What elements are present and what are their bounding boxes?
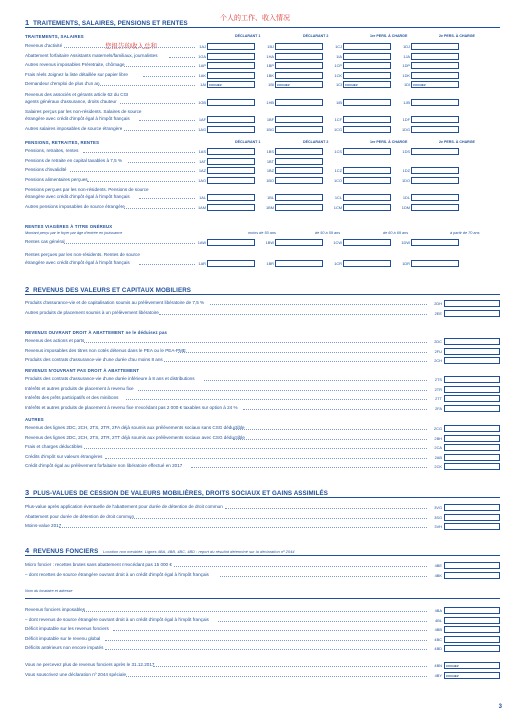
s2a-row-0-leader: [210, 304, 427, 305]
s1-rentes-leader: [64, 243, 195, 244]
s1a-row-1-input-1ja[interactable]: [411, 53, 459, 60]
s1a-row-4-check-1bi: COCHEZ: [277, 83, 290, 87]
s4b-row-3-input-4bc[interactable]: [444, 636, 500, 643]
s1-rentes-nonres-leader: [139, 264, 195, 265]
s1-rentes-label: Rentes cas général: [25, 239, 65, 244]
sub-rentes: RENTES VIAGÈRES À TITRE ONÉREUX: [25, 224, 113, 229]
nonres-line-1: Salaires perçus par les non-résidents. Salaires de source: [25, 109, 142, 114]
col-header-pers-2b: 2e PERS. À CHARGE: [439, 140, 475, 144]
s1a-row-4-check-1ci: COCHEZ: [345, 83, 358, 87]
s4a-row-1-code-4bk: 4BK: [434, 572, 442, 578]
s1b-row-2-leader: [70, 171, 195, 172]
s2d-row-0-code-2cg: 2CG: [434, 426, 442, 431]
s1a-row-2-code-1dp: 1DP: [402, 63, 410, 68]
s1b-row-2-input-1dz[interactable]: [411, 167, 459, 174]
annotation-revenus: 您报告的收入总和: [105, 43, 157, 50]
s2c-row-0-input-2ts[interactable]: [444, 376, 500, 383]
s1-pens-nonres-code-1dl: 1DL: [402, 195, 410, 200]
s1a-row-2-leader: [124, 66, 195, 67]
section-2-title: REVENUS DES VALEURS ET CAPITAUX MOBILIERS: [33, 287, 191, 294]
s1-autres-code-1cg: 1CG: [334, 127, 342, 132]
s1-pens-autres-input-1cm[interactable]: [343, 204, 391, 211]
s1b-row-3-input-1bo[interactable]: [275, 177, 323, 184]
s2b-row-1-input-2fu[interactable]: [444, 348, 500, 355]
s4b-row-0-leader: [82, 611, 427, 612]
s1b-row-1-input-1bt[interactable]: [275, 158, 323, 165]
s1a-row-3-input-1ak[interactable]: [207, 72, 255, 79]
s1a-row-2-input-1ap[interactable]: [207, 62, 255, 69]
s1-pens-autres-input-1dm[interactable]: [411, 204, 459, 211]
section-4-note: Location non meublée. Lignes 4BA, 4BB, 4BC, 4BD : report du résultat déterminé sur la déclaration nº 2044: [103, 550, 295, 554]
s1b-row-1-input-1at[interactable]: [207, 158, 255, 165]
annotation-top: 个人的工作、收入情况: [220, 15, 290, 22]
s1a-row-3-leader: [143, 76, 195, 77]
s1-rentes-code-1bw: 1BW: [265, 240, 274, 245]
s2a-row-1-code-2ee: 2EE: [434, 310, 442, 316]
assoc-title: Revenus des associés et gérants article 62 du CGI: [25, 92, 129, 97]
s3-row-1-leader: [130, 518, 427, 519]
col-header-declarant-2b: DÉCLARANT 2: [303, 140, 329, 144]
s1a-row-2-label: Autres revenus imposables Préretraite, chômage: [25, 62, 125, 67]
s4b-row-2-input-4bb[interactable]: [444, 626, 500, 633]
s1-nonres-input-1bf[interactable]: [275, 116, 323, 123]
s4b-row-1-input-4bl[interactable]: [444, 617, 500, 624]
s2d-row-4-label: Crédit d'impôt égal au prélèvement forfaitaire non libératoire effectué en 2017: [25, 463, 183, 468]
s2c-row-3-input-2fa[interactable]: [444, 405, 500, 412]
s2a-row-0-input-2dh[interactable]: [444, 300, 500, 307]
s1b-row-2-input-1cz[interactable]: [343, 167, 391, 174]
s1a-row-2-code-1ap: 1AP: [198, 63, 206, 68]
s1-pens-nonres-input-1dl[interactable]: [411, 194, 459, 201]
s1a-row-3-input-1ck[interactable]: [343, 72, 391, 79]
s1a-row-0-input-1bj[interactable]: [275, 43, 323, 50]
sub-2c: REVENUS N'OUVRANT PAS DROIT À ABATTEMENT: [25, 368, 140, 373]
s1a-row-4-check-1ai: COCHEZ: [209, 83, 222, 87]
col-header-declarant-1b: DÉCLARANT 1: [235, 140, 261, 144]
s1b-row-0-input-1ds[interactable]: [411, 148, 459, 155]
s1-nonres-input-1df[interactable]: [411, 116, 459, 123]
s3-row-1-input-3sg[interactable]: [444, 514, 500, 521]
s1-pens-autres-leader: [124, 208, 195, 209]
s4b-row-2-label: Déficit imputable sur les revenus fonciers: [25, 626, 109, 631]
s1-autres-input-1dg[interactable]: [411, 126, 459, 133]
s1-autres-code-1bg: 1BG: [266, 127, 274, 132]
rentes-nonres-line-1: Rentes perçues par les non-résidents. Rentes de source: [25, 252, 140, 257]
s1a-row-4-code-1ci: 1CI: [335, 82, 342, 87]
s1-pens-autres-code-1bm: 1BM: [266, 205, 274, 210]
s2b-row-0-label: Revenus des actions et parts: [25, 338, 85, 343]
s1b-row-3-code-1ao: 1AO: [198, 177, 206, 183]
s1b-row-0-leader: [83, 152, 195, 153]
s1a-row-0-label: Revenus d'activité: [25, 43, 63, 48]
s1b-row-0-code-1cs: 1CS: [334, 149, 342, 154]
s1b-row-3-input-1co[interactable]: [343, 177, 391, 184]
age-col-4: à partir de 70 ans: [450, 231, 480, 235]
s4a-row-0-leader: [174, 566, 427, 567]
s1a-row-0-input-1dj[interactable]: [411, 43, 459, 50]
s1a-row-1-input-1ga[interactable]: [207, 53, 255, 60]
s1b-row-2-code-1cz: 1CZ: [334, 168, 342, 173]
s1a-row-2-code-1cp: 1CP: [334, 63, 342, 68]
s2d-row-1-input-2bh[interactable]: [444, 435, 500, 442]
s4c-row-0-code-4bn: 4BN: [434, 663, 442, 668]
s2b-row-1-leader: [178, 352, 427, 353]
s3-row-0-input-3vg[interactable]: [444, 504, 500, 511]
s1b-row-0-code-1bs: 1BS: [266, 149, 274, 154]
s3-row-0-label: Plus-value après application éventuelle de l'abattement pour durée de détention de droit commun: [25, 504, 223, 509]
s1a-row-0-code-1cj: 1CJ: [335, 44, 342, 49]
s2a-row-1-leader: [159, 314, 427, 315]
s1b-row-3-label: Pensions alimentaires perçues: [25, 176, 88, 182]
s1a-row-2-input-1dp[interactable]: [411, 62, 459, 69]
s1-autres-input-1bg[interactable]: [275, 126, 323, 133]
s4a-row-1-leader: [220, 576, 427, 577]
s1b-row-0-input-1as[interactable]: [207, 148, 255, 155]
section-3-header: 3 PLUS-VALUES DE CESSION DE VALEURS MOBILIÈRES, DROITS SOCIAUX ET GAINS ASSIMILÉS: [25, 488, 500, 498]
s4b-row-4-input-4bd[interactable]: [444, 645, 500, 652]
s1a-row-4-label: Demandeur d'emploi de plus d'un an: [25, 81, 100, 86]
tax-form-page: [25, 12, 500, 707]
s1a-row-0-input-1cj[interactable]: [343, 43, 391, 50]
s4c-row-1-label: Vous souscrivez une déclaration nº 2044 spéciale: [25, 671, 127, 677]
s1a-row-4-check-1di: COCHEZ: [413, 83, 426, 87]
s1a-row-3-code-1bk: 1BK: [266, 72, 274, 78]
s1a-row-0-code-1aj: 1AJ: [199, 44, 206, 49]
s1-rentes-nonres-input-1cr[interactable]: [343, 260, 391, 267]
s1b-row-0-code-1ds: 1DS: [402, 149, 410, 154]
section-1-header: 1 TRAITEMENTS, SALAIRES, PENSIONS ET RENTES: [25, 18, 500, 28]
s2b-row-0-leader: [84, 342, 427, 343]
s1-pens-autres-code-1cm: 1CM: [333, 205, 342, 210]
s1-assoc-input-1ib[interactable]: [343, 99, 391, 106]
s1-assoc-code-1gb: 1GB: [198, 100, 206, 105]
s4b-row-1-code-4bl: 4BL: [435, 617, 442, 623]
s2b-row-2-leader: [164, 361, 427, 362]
s1a-row-1-code-1ha: 1HA: [266, 53, 274, 59]
s1a-row-2-input-1cp[interactable]: [343, 62, 391, 69]
section-4-title: REVENUS FONCIERS: [33, 548, 99, 555]
s1a-row-3-input-1dk[interactable]: [411, 72, 459, 79]
page-number: 3: [498, 704, 502, 710]
sub-traitements: TRAITEMENTS, SALAIRES: [25, 34, 84, 39]
s4b-row-0-code-4ba: 4BA: [434, 608, 442, 613]
s1-rentes-input-1dw[interactable]: [411, 239, 459, 246]
s4b-row-4-code-4bd: 4BD: [434, 646, 442, 651]
s2a-row-0-code-2dh: 2DH: [434, 301, 442, 306]
s1b-row-2-label: Pensions d'invalidité: [25, 167, 67, 172]
s2d-row-2-leader: [84, 448, 427, 449]
s1-nonres-label: étrangère avec crédit d'impôt égal à l'impôt français: [25, 116, 130, 121]
s1-assoc-input-1jb[interactable]: [411, 99, 459, 106]
s2d-row-3-leader: [105, 458, 427, 459]
s4b-row-3-label: Déficit imputable sur le revenu global: [25, 635, 101, 641]
s4a-row-1-input-4bk[interactable]: [444, 572, 500, 579]
s1-pens-nonres-code-1bl: 1BL: [267, 195, 274, 200]
s2c-row-1-code-2tr: 2TR: [434, 386, 442, 392]
s1-assoc-code-1ib: 1IB: [336, 100, 342, 105]
s1-pens-autres-code-1dm: 1DM: [401, 205, 410, 210]
s1b-row-3-code-1bo: 1BO: [266, 177, 274, 183]
s2d-row-2-input-2ca[interactable]: [444, 444, 500, 451]
s2d-row-1-leader: [233, 439, 427, 440]
gestion-line: [25, 598, 500, 599]
s2d-row-0-leader: [233, 429, 427, 430]
s3-row-2-label: Moins-value 2017: [25, 523, 62, 528]
s2d-row-3-code-2ab: 2AB: [434, 454, 442, 460]
s1-rentes-input-1bw[interactable]: [275, 239, 323, 246]
s1b-row-3-input-1ao[interactable]: [207, 177, 255, 184]
s4b-row-0-input-4ba[interactable]: [444, 607, 500, 614]
s1-pens-nonres-code-1cl: 1CL: [334, 195, 342, 200]
s2c-row-3-code-2fa: 2FA: [435, 405, 442, 411]
s1a-row-3-code-1ck: 1CK: [334, 72, 342, 78]
s4b-row-4-label: Déficits antérieurs non encore imputés: [25, 645, 104, 650]
s1a-row-1-input-1ha[interactable]: [275, 53, 323, 60]
s4b-row-3-leader: [105, 640, 427, 641]
s1a-row-0-code-1dj: 1DJ: [403, 44, 410, 49]
age-col-1: moins de 50 ans: [248, 231, 276, 235]
s2c-row-3-leader: [243, 409, 427, 410]
s2a-row-1-input-2ee[interactable]: [444, 310, 500, 317]
s4b-row-1-label: – dont revenus de source étrangère ouvrant droit à un crédit d'impôt égal à l'impôt français: [25, 616, 209, 622]
s1-autres-input-1ag[interactable]: [207, 126, 255, 133]
s3-row-2-leader: [59, 527, 427, 528]
s4c-row-1-leader: [126, 676, 427, 677]
s2a-row-1-label: Autres produits de placement soumis à un prélèvement libératoire: [25, 309, 159, 315]
s2c-row-0-code-2ts: 2TS: [434, 377, 442, 382]
s1-pens-nonres-input-1al[interactable]: [207, 194, 255, 201]
s1b-row-0-input-1cs[interactable]: [343, 148, 391, 155]
s2c-row-2-input-2tt[interactable]: [444, 395, 500, 402]
s1-pens-autres-input-1am[interactable]: [207, 204, 255, 211]
s1-pens-autres-label: Autres pensions imposables de source étrangère: [25, 204, 125, 209]
s3-row-2-code-3vh: 3VH: [434, 524, 442, 529]
s1a-row-4-code-1bi: 1BI: [268, 82, 274, 87]
s2b-row-2-input-2ch[interactable]: [444, 357, 500, 364]
s2c-row-2-leader: [126, 399, 427, 400]
s2c-row-1-input-2tr[interactable]: [444, 386, 500, 393]
s1a-row-4-leader: [98, 85, 195, 86]
s1-autres-label: Autres salaires imposables de source étrangère: [25, 126, 123, 131]
s1-nonres-leader: [139, 120, 195, 121]
s1-assoc-code-1hb: 1HB: [266, 100, 274, 105]
s1-rentes-code-1aw: 1AW: [197, 240, 206, 245]
s1a-row-1-input-1ia[interactable]: [343, 53, 391, 60]
s1a-row-3-label: Frais réels Joignez la liste détaillée sur papier libre: [25, 71, 128, 77]
s1b-row-0-input-1bs[interactable]: [275, 148, 323, 155]
s4c-row-0-leader: [153, 666, 427, 667]
s2d-row-4-code-2ck: 2CK: [434, 464, 442, 469]
s2d-row-4-input-2ck[interactable]: [444, 463, 500, 470]
s2d-row-4-leader: [191, 467, 427, 468]
s1a-row-0-leader: [64, 47, 195, 48]
s2c-row-0-label: Produits des contrats d'assurance-vie d'une durée inférieure à 8 ans et distributions: [25, 376, 195, 381]
s2d-row-1-code-2bh: 2BH: [434, 435, 442, 441]
s1b-row-2-input-1az[interactable]: [207, 167, 255, 174]
age-col-2: de 50 à 59 ans: [315, 231, 341, 235]
s1-nonres-input-1af[interactable]: [207, 116, 255, 123]
s2a-row-0-label: Produits d'assurance-vie et de capitalisation soumis au prélèvement libératoire de 7,5 %: [25, 300, 205, 305]
s1b-row-3-input-1do[interactable]: [411, 177, 459, 184]
col-header-pers-1: 1re PERS. À CHARGE: [370, 34, 408, 38]
s2d-row-2-label: Frais et charges déductibles: [25, 444, 83, 449]
s1-pens-nonres-input-1bl[interactable]: [275, 194, 323, 201]
s4a-row-0-label: Micro foncier : recettes brutes sans abattement n'excédant pas 15 000 €: [25, 562, 172, 567]
s2b-row-1-code-2fu: 2FU: [434, 348, 442, 354]
s4a-row-0-code-4be: 4BE: [434, 563, 442, 568]
s3-row-1-code-3sg: 3SG: [434, 514, 442, 520]
s1-rentes-input-1cw[interactable]: [343, 239, 391, 246]
s1a-row-3-code-1dk: 1DK: [402, 72, 410, 78]
s4c-row-1-code-4by: 4BY: [434, 672, 442, 678]
s1a-row-4-code-1di: 1DI: [403, 82, 410, 87]
s1-pens-nonres-code-1al: 1AL: [199, 195, 206, 200]
s1-rentes-code-1dw: 1DW: [401, 240, 410, 245]
s4b-row-4-leader: [105, 649, 427, 650]
s1-rentes-nonres-code-1cr: 1CR: [334, 261, 342, 266]
section-3-title: PLUS-VALUES DE CESSION DE VALEURS MOBILIÈRES, DROITS SOCIAUX ET GAINS ASSIMILÉS: [33, 490, 328, 497]
col-header-pers-1b: 1re PERS. À CHARGE: [370, 140, 408, 144]
s1b-row-2-code-1bz: 1BZ: [266, 168, 274, 173]
s4c-row-0-label: Vous ne percevez plus de revenus fonciers après le 31.12.2017: [25, 662, 155, 667]
s1a-row-3-code-1ak: 1AK: [198, 72, 206, 78]
s1a-row-0-code-1bj: 1BJ: [267, 44, 274, 49]
s1-pens-nonres-input-1cl[interactable]: [343, 194, 391, 201]
section-4-header: 4 REVENUS FONCIERS Location non meublée. Lignes 4BA, 4BB, 4BC, 4BD : report du résultat déterminé sur la déclaration nº 2044: [25, 546, 500, 556]
s1b-row-1-leader: [128, 162, 195, 163]
s2c-row-2-label: Intérêts des prêts participatifs et des minibons: [25, 395, 119, 400]
age-col-3: de 60 à 69 ans: [383, 231, 409, 235]
s1a-row-3-input-1bk[interactable]: [275, 72, 323, 79]
s1-autres-input-1cg[interactable]: [343, 126, 391, 133]
s1-pens-autres-code-1am: 1AM: [198, 205, 206, 210]
s2c-row-1-leader: [138, 390, 427, 391]
s1b-row-1-label: Pensions de retraite en capital taxables à 7,5 %: [25, 157, 123, 163]
s1b-row-2-code-1dz: 1DZ: [402, 168, 410, 173]
s1-rentes-input-1aw[interactable]: [207, 239, 255, 246]
s1-rentes-nonres-code-1ar: 1AR: [198, 261, 206, 266]
s2b-row-2-code-2ch: 2CH: [434, 358, 442, 363]
s1a-row-2-input-1bp[interactable]: [275, 62, 323, 69]
s2d-row-1-label: Revenus des lignes 2DC, 2CH, 2TS, 2TR, 2TT déjà soumis aux prélèvements sociaux avec CSG déductible: [25, 434, 245, 440]
s1-rentes-nonres-input-1dr[interactable]: [411, 260, 459, 267]
s1b-row-0-label: Pensions, retraites, rentes: [25, 148, 79, 153]
s1b-row-3-code-1co: 1CO: [334, 177, 342, 183]
section-2-header: 2 REVENUS DES VALEURS ET CAPITAUX MOBILIERS: [25, 285, 500, 295]
section-1-title: TRAITEMENTS, SALAIRES, PENSIONS ET RENTES: [33, 20, 188, 27]
s1a-row-1-label: Abattement forfaitaire Assistants maternels/familiaux, journalistes: [25, 52, 158, 58]
s1b-row-1-code-1bt: 1BT: [266, 158, 274, 164]
s4b-row-2-code-4bb: 4BB: [434, 627, 442, 632]
s1-autres-code-1dg: 1DG: [402, 127, 410, 132]
s2d-row-3-label: Crédits d'impôt sur valeurs étrangères: [25, 453, 103, 459]
s4b-row-2-leader: [113, 630, 427, 631]
s1b-row-0-code-1as: 1AS: [198, 149, 206, 154]
s3-row-2-input-3vh[interactable]: [444, 523, 500, 530]
s1-autres-code-1ag: 1AG: [198, 127, 206, 132]
s1-rentes-nonres-input-1br[interactable]: [275, 260, 323, 267]
s2b-row-0-code-2dc: 2DC: [434, 339, 442, 344]
s1b-row-2-code-1az: 1AZ: [198, 168, 206, 173]
s1a-row-1-code-1ga: 1GA: [198, 53, 206, 59]
s1-assoc-input-1gb[interactable]: [207, 99, 255, 106]
s1b-row-3-leader: [87, 181, 195, 182]
s1-pens-autres-input-1bm[interactable]: [275, 204, 323, 211]
s1a-row-4-code-1ai: 1AI: [200, 82, 206, 87]
col-header-pers-2: 2e PERS. À CHARGE: [439, 34, 475, 38]
s1-nonres-input-1cf[interactable]: [343, 116, 391, 123]
s2c-row-1-label: Intérêts et autres produits de placement à revenu fixe: [25, 385, 134, 391]
col-header-declarant-2: DÉCLARANT 2: [303, 34, 329, 38]
rentes-note: Montant perçu par le foyer par âge d'entrée en jouissance: [25, 231, 123, 235]
s4b-row-1-leader: [218, 621, 427, 622]
s1-rentes-nonres-input-1ar[interactable]: [207, 260, 255, 267]
s2b-row-0-input-2dc[interactable]: [444, 338, 500, 345]
s4a-row-0-input-4be[interactable]: [444, 562, 500, 569]
s1-nonres-code-1cf: 1CF: [334, 117, 342, 122]
s1b-row-1-code-1at: 1AT: [199, 158, 206, 164]
s1a-row-1-code-1ja: 1JA: [403, 53, 410, 59]
s1-assoc-input-1hb[interactable]: [275, 99, 323, 106]
s1a-row-1-code-1ia: 1IA: [336, 53, 342, 59]
s2d-row-0-input-2cg[interactable]: [444, 425, 500, 432]
s1-assoc-code-1jb: 1JB: [403, 100, 410, 105]
s4a-row-1-label: – dont recettes de source étrangère ouvrant droit à un crédit d'impôt égal à l'impôt français: [25, 571, 209, 577]
pens-nonres-line-1: Pensions perçues par les non-résidents. Pensions de source: [25, 187, 149, 192]
s1-pens-nonres-leader: [139, 198, 195, 199]
s1a-row-0-input-1aj[interactable]: [207, 43, 255, 50]
s1b-row-3-code-1do: 1DO: [402, 177, 410, 183]
s2b-row-1-label: Revenus imposables des titres non cotés détenus dans le PEA ou le PEA-PME: [25, 347, 186, 353]
s1-nonres-code-1df: 1DF: [402, 117, 410, 122]
s1-nonres-code-1af: 1AF: [198, 117, 206, 122]
s2b-row-2-label: Produits des contrats d'assurance-vie d'une durée d'au moins 8 ans: [25, 357, 163, 362]
s1-assoc-label: agents généraux d'assurance, droits d'auteur: [25, 99, 117, 104]
s3-row-1-label: Abattement pour durée de détention de droit commun: [25, 513, 135, 519]
s1-rentes-nonres-code-1br: 1BR: [266, 261, 274, 266]
col-header-declarant-1: DÉCLARANT 1: [235, 34, 261, 38]
s2d-row-2-code-2ca: 2CA: [434, 445, 442, 450]
s4c-row-0-check-4bn: COCHEZ: [446, 664, 459, 668]
s1-rentes-code-1cw: 1CW: [333, 240, 342, 245]
sub-pensions: PENSIONS, RETRAITES, RENTES: [25, 140, 100, 145]
s1-autres-leader: [124, 130, 195, 131]
sub-2d: AUTRES: [25, 417, 44, 422]
s2c-row-0-leader: [204, 380, 428, 381]
s1-rentes-nonres-code-1dr: 1DR: [402, 261, 410, 266]
s1-rentes-nonres-label: étrangère avec crédit d'impôt égal à l'impôt français: [25, 260, 130, 265]
gestion-label: Nom du locataire et adresse: [25, 589, 73, 593]
s2c-row-2-code-2tt: 2TT: [435, 396, 442, 401]
s1a-row-2-code-1bp: 1BP: [266, 63, 274, 68]
s4b-row-0-label: Revenus fonciers imposables: [25, 607, 86, 612]
s2c-row-3-label: Intérêts et autres produits de placement à revenu fixe n'excédant pas 2 000 € taxables sur option à 24 %: [25, 404, 238, 410]
s1-nonres-code-1bf: 1BF: [266, 117, 274, 122]
s2d-row-0-label: Revenus des lignes 2DC, 2CH, 2TS, 2TR, 2FA déjà soumis aux prélèvements sociaux sans CSG déductible: [25, 425, 245, 430]
s3-row-0-leader: [225, 508, 428, 509]
s2d-row-3-input-2ab[interactable]: [444, 454, 500, 461]
s1-pens-nonres-label: étrangère avec crédit d'impôt égal à l'impôt français: [25, 194, 130, 199]
s1b-row-2-input-1bz[interactable]: [275, 167, 323, 174]
sub-2b: REVENUS OUVRANT DROIT À ABATTEMENT ne le déduisez pas: [25, 330, 168, 335]
s1-assoc-leader: [120, 103, 195, 104]
s4b-row-3-code-4bc: 4BC: [434, 636, 442, 642]
s3-row-0-code-3vg: 3VG: [434, 505, 442, 510]
s4c-row-1-check-4by: COCHEZ: [446, 673, 459, 678]
